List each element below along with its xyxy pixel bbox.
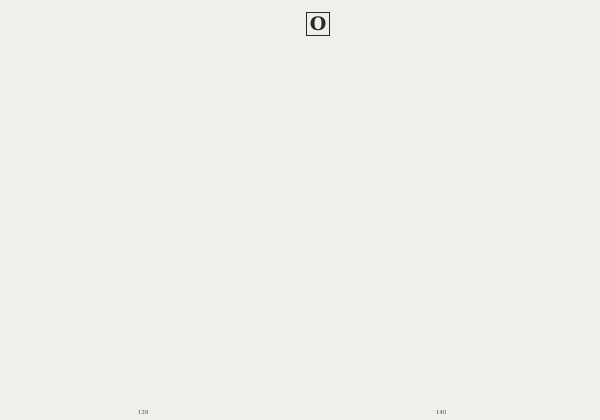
- right-page-number: 140: [436, 410, 447, 416]
- right-page-column: [306, 8, 592, 404]
- left-page-column: [8, 8, 294, 404]
- drop-cap-initial: О: [306, 12, 330, 36]
- left-page-number: 139: [138, 410, 149, 416]
- article-entry: [306, 11, 592, 38]
